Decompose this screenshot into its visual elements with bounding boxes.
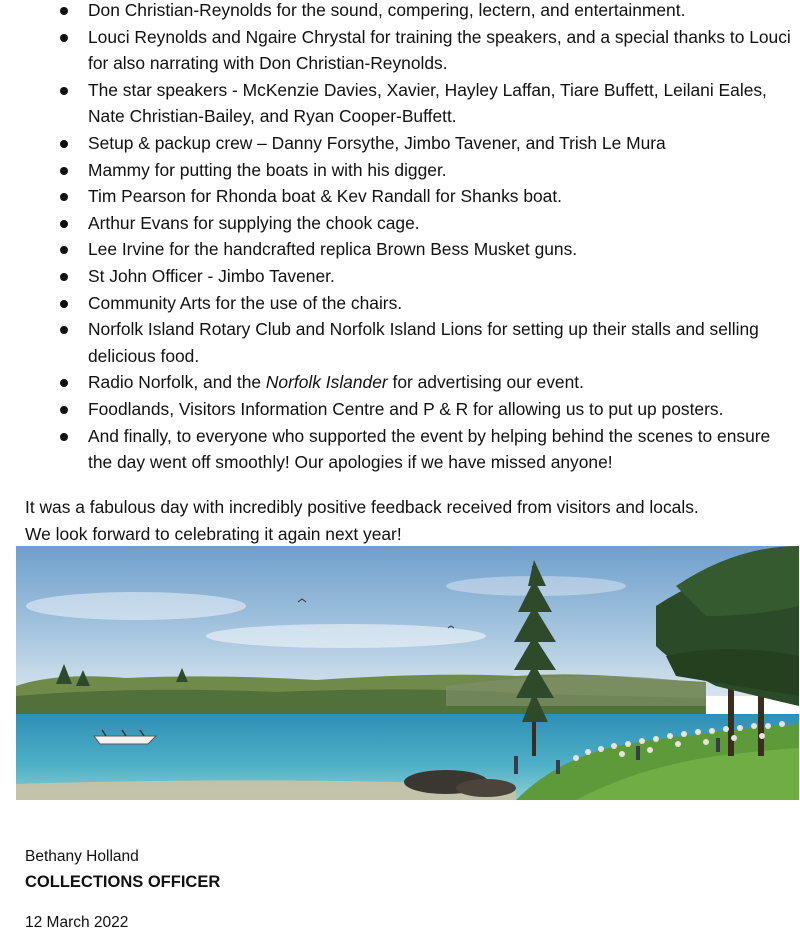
- list-item: [60, 396, 796, 423]
- thanks-list: [60, 0, 796, 476]
- list-item-text: Louci Reynolds and Ngaire Chrystal for training the speakers, and a special thanks to Louci for also narrating with Don Christian-Reynolds.: [88, 26, 791, 74]
- list-item-text-after: for advertising our event.: [387, 372, 584, 393]
- list-item-text: St John Officer - Jimbo Tavener.: [88, 265, 335, 286]
- signatory-name: Bethany Holland: [25, 848, 139, 865]
- list-item-text: Mammy for putting the boats in with his digger.: [88, 159, 447, 180]
- bullet-icon: [60, 326, 68, 334]
- event-photo: [16, 546, 799, 800]
- publication-name: Norfolk Islander: [265, 372, 388, 393]
- bullet-icon: [60, 433, 68, 441]
- bullet-icon: [60, 140, 68, 148]
- list-item: [60, 24, 796, 77]
- bullet-icon: [60, 273, 68, 281]
- list-item-text: Community Arts for the use of the chairs.: [88, 292, 403, 313]
- list-item: [60, 0, 796, 24]
- list-item: [60, 77, 796, 130]
- bullet-icon: [60, 193, 68, 201]
- bullet-icon: [60, 300, 68, 308]
- list-item: [60, 369, 796, 396]
- boat: [94, 736, 156, 744]
- list-item: [60, 210, 796, 237]
- bullet-icon: [60, 167, 68, 175]
- list-item: [60, 130, 796, 157]
- signatory-title: COLLECTIONS OFFICER: [25, 873, 221, 891]
- list-item-text: Tim Pearson for Rhonda boat & Kev Randall for Shanks boat.: [88, 186, 562, 207]
- list-item: [60, 316, 796, 369]
- list-item-text: Don Christian-Reynolds for the sound, compering, lectern, and entertainment.: [88, 0, 686, 20]
- list-item-text: Setup & packup crew – Danny Forsythe, Jimbo Tavener, and Trish Le Mura: [88, 132, 666, 153]
- list-item-text: Foodlands, Visitors Information Centre and P & R for allowing us to put up posters.: [88, 398, 724, 419]
- bullet-icon: [60, 87, 68, 95]
- list-item-text: Arthur Evans for supplying the chook cage.: [88, 212, 420, 233]
- closing-line: We look forward to celebrating it again next year!: [25, 523, 402, 544]
- list-item-text: And finally, to everyone who supported the event by helping behind the scenes to ensure the day went off smoothly! Our apologies if we have missed anyone!: [88, 425, 771, 473]
- list-item-text: Norfolk Island Rotary Club and Norfolk Island Lions for setting up their stalls and selling delicious food.: [88, 319, 759, 366]
- bullet-icon: [60, 34, 68, 42]
- list-item: [60, 183, 796, 210]
- bay-scene-image: [16, 546, 799, 800]
- bullet-icon: [60, 220, 68, 228]
- document-date: 12 March 2022: [25, 914, 129, 931]
- list-item: [60, 290, 796, 317]
- list-item-text: Lee Irvine for the handcrafted replica Brown Bess Musket guns.: [88, 239, 578, 260]
- list-item-text-before: Radio Norfolk, and the: [88, 372, 266, 393]
- bullet-icon: [60, 7, 68, 15]
- bullet-icon: [60, 406, 68, 414]
- bullet-icon: [60, 379, 68, 387]
- bullet-icon: [60, 246, 68, 254]
- closing-paragraph: [25, 494, 795, 547]
- list-item: [60, 236, 796, 263]
- list-item-text: The star speakers - McKenzie Davies, Xavier, Hayley Laffan, Tiare Buffett, Leilani Eales, Nate Christian-Bailey, and Ryan Cooper-Buffett.: [88, 79, 767, 127]
- list-item: [60, 263, 796, 290]
- list-item: [60, 423, 796, 476]
- list-item: [60, 157, 796, 184]
- closing-line: It was a fabulous day with incredibly positive feedback received from visitors and locals.: [25, 497, 699, 517]
